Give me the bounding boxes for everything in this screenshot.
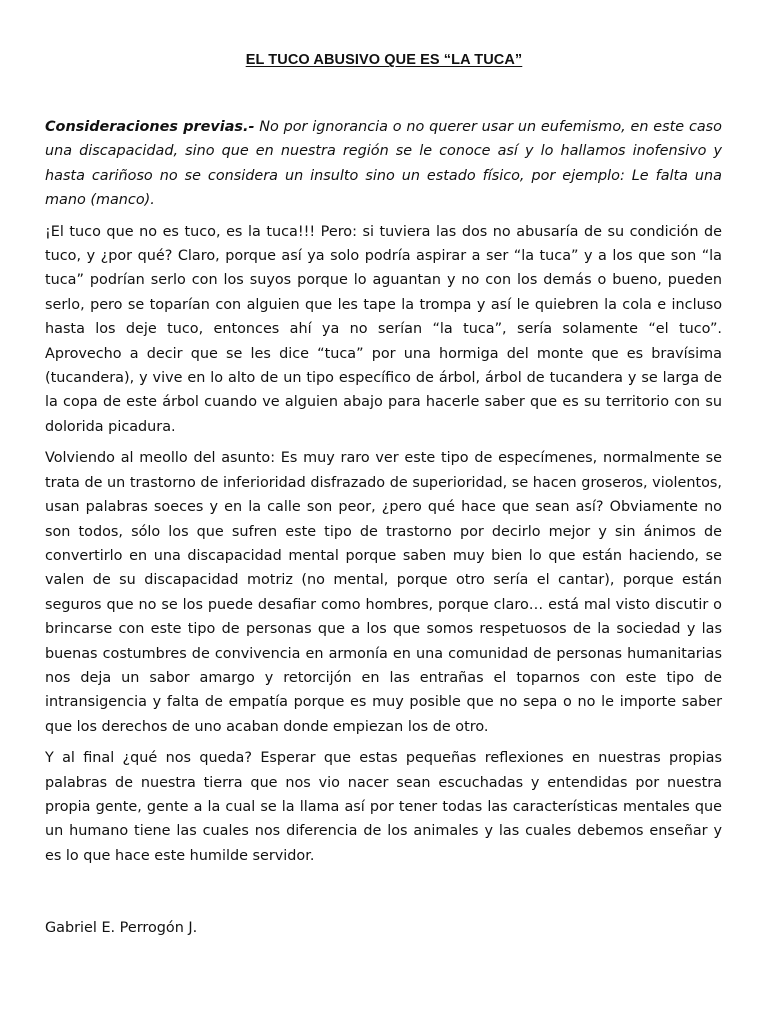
intro-paragraph: [45, 115, 722, 213]
intro-text: No por ignorancia o no querer usar un eufemismo, en este caso una discapacidad, sino que en nuestra región se le conoce así y lo hallamos inofensivo y hasta cariñoso no se considera un insulto sino un estado físico, por ejemplo: Le falta una mano (manco).: [45, 119, 722, 209]
document-body: [45, 115, 722, 875]
signature: Gabriel E. Perrogón J.: [45, 920, 198, 936]
document-title: [0, 52, 768, 68]
document-title-text: EL TUCO ABUSIVO QUE ES “LA TUCA”: [245, 52, 523, 68]
paragraph-1: ¡El tuco que no es tuco, es la tuca!!! Pero: si tuviera las dos no abusaría de su condición de tuco, y ¿por qué? Claro, porque así ya solo podría aspirar a ser “la tuca” y a los que son “la tuca” podrían serlo con los suyos porque lo aguantan y no con los demás o bueno, pueden serlo, pero se toparían con alguien que les tape la trompa y así le quiebren la cola e incluso hasta los deje tuco, entonces ahí ya no serían “la tuca”, sería solamente “el tuco”. Aprovecho a decir que se les dice “tuca” por una hormiga del monte que es bravísima (tucandera), y vive en lo alto de un tipo específico de árbol, árbol de tucandera y se larga de la copa de este árbol cuando ve alguien abajo para hacerle saber que es su territorio con su dolorida picadura.: [45, 223, 722, 435]
paragraph-3: Y al final ¿qué nos queda? Esperar que estas pequeñas reflexiones en nuestras propias palabras de nuestra tierra que nos vio nacer sean escuchadas y entendidas por nuestra propia gente, gente a la cual se la llama así por tener todas las características mentales que un humano tiene las cuales nos diferencia de los animales y las cuales debemos enseñar y es lo que hace este humilde servidor.: [45, 750, 722, 864]
paragraph-2: Volviendo al meollo del asunto: Es muy raro ver este tipo de especímenes, normalmente se trata de un trastorno de inferioridad disfrazado de superioridad, se hacen groseros, violentos, usan palabras soeces y en la calle son peor, ¿pero qué hace que sean así? Obviamente no son todos, sólo los que sufren este tipo de trastorno por decirlo mejor y sin ánimos de convertirlo en una discapacidad mental porque saben muy bien lo que están haciendo, se valen de su discapacidad motriz (no mental, porque otro sería el cantar), porque están seguros que no se los puede desafiar como hombres, porque claro… está mal visto discutir o brincarse con este tipo de personas que a los que somos respetuosos de la sociedad y las buenas costumbres de convivencia en armonía en una comunidad de personas humanitarias nos deja un sabor amargo y retorcijón en las entrañas el toparnos con este tipo de intransigencia y falta de empatía porque es muy posible que no sepa o no le importe saber que los derechos de uno acaban donde empiezan los de otro.: [45, 450, 722, 735]
intro-lead: Consideraciones previas.-: [45, 119, 255, 135]
